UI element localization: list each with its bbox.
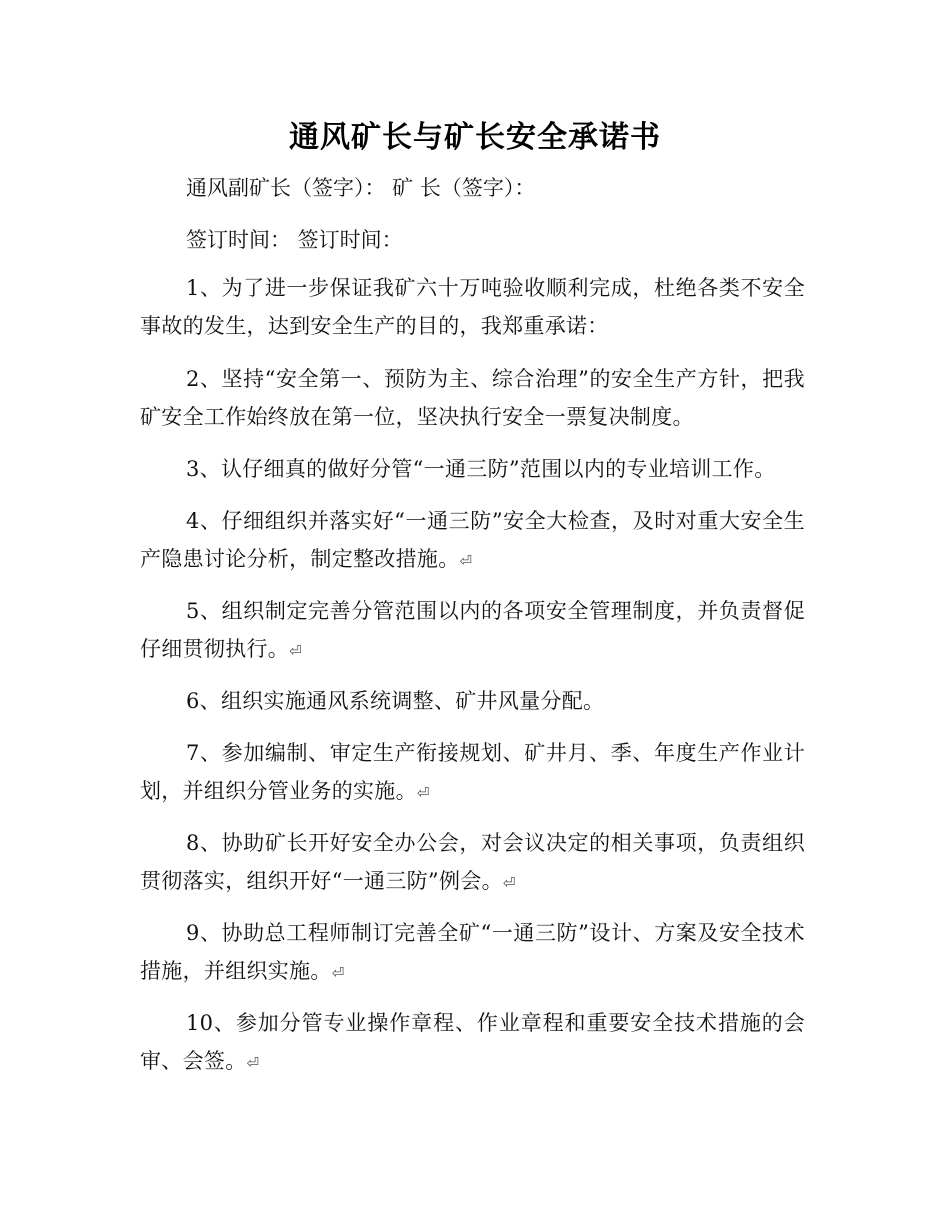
paragraph-text: 6、组织实施通风系统调整、矿井风量分配。	[186, 689, 605, 713]
paragraph-mark-icon: ⏎	[416, 784, 430, 802]
paragraph-text: 3、认仔细真的做好分管“一通三防”范围以内的专业培训工作。	[186, 457, 776, 481]
paragraph-9	[140, 914, 805, 992]
paragraph-text: 5、组织制定完善分管范围以内的各项安全管理制度，并负责督促仔细贯彻执行。	[140, 599, 805, 661]
signature-line: 通风副矿长（签字）： 矿 长（签字）：	[186, 176, 536, 200]
paragraph-8	[140, 824, 805, 902]
paragraph-5	[140, 592, 805, 670]
document-title: 通风矿长与矿长安全承诺书	[289, 120, 661, 155]
paragraph-text: 7、参加编制、审定生产衔接规划、矿井月、季、年度生产作业计划，并组织分管业务的实施。	[140, 741, 805, 803]
paragraph-mark-icon: ⏎	[289, 642, 302, 660]
paragraph-text: 8、协助矿长开好安全办公会，对会议决定的相关事项，负责组织贯彻落实，组织开好“一通三防”例会。	[140, 831, 805, 893]
paragraph-text: 1、为了进一步保证我矿六十万吨验收顺利完成，杜绝各类不安全事故的发生，达到安全生产的目的，我郑重承诺：	[140, 276, 805, 338]
paragraph-1	[140, 269, 805, 345]
paragraph-mark-icon: ⏎	[502, 874, 516, 892]
paragraph-text: 10、参加分管专业操作章程、作业章程和重要安全技术措施的会审、会签。	[140, 1011, 805, 1073]
paragraph-text: 2、坚持“安全第一、预防为主、综合治理”的安全生产方针，把我矿安全工作始终放在第一位，坚决执行安全一票复决制度。	[140, 367, 805, 429]
paragraph-4	[140, 502, 805, 580]
paragraph-text: 9、协助总工程师制订完善全矿“一通三防”设计、方案及安全技术措施，并组织实施。	[140, 921, 805, 983]
paragraph-7	[140, 734, 805, 812]
paragraph-mark-icon: ⏎	[246, 1054, 260, 1072]
paragraph-3	[140, 450, 805, 488]
signing-date-line: 签订时间： 签订时间：	[186, 228, 403, 252]
paragraph-text: 4、仔细组织并落实好“一通三防”安全大检查，及时对重大安全生产隐患讨论分析，制定整改措施。	[140, 509, 805, 571]
paragraph-10	[140, 1004, 805, 1082]
paragraph-6	[140, 682, 805, 720]
paragraph-mark-icon: ⏎	[331, 964, 345, 982]
paragraph-mark-icon: ⏎	[459, 552, 473, 570]
paragraph-2	[140, 360, 805, 436]
